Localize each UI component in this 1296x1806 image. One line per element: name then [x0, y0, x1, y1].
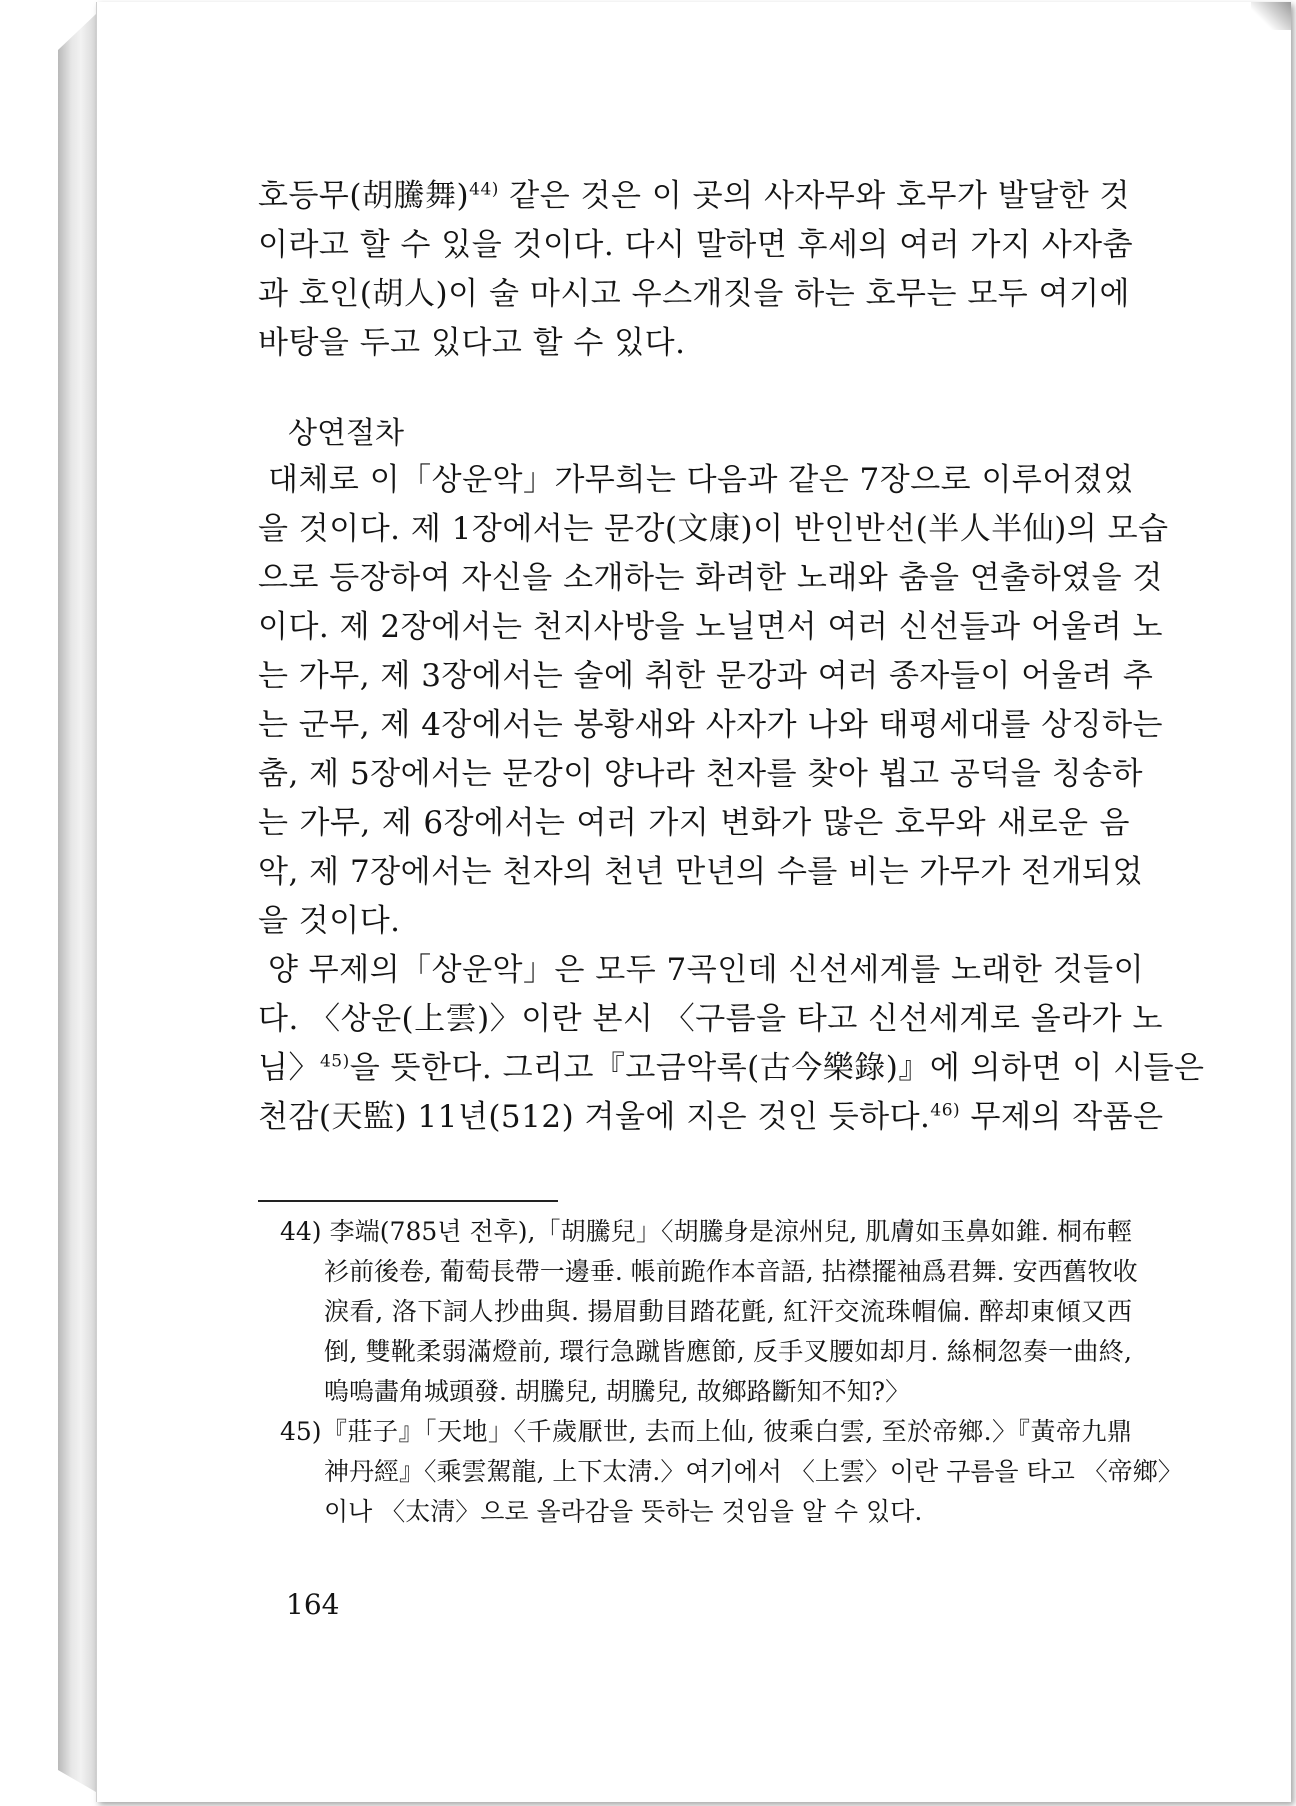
text-line [258, 1093, 1164, 1142]
footnote-ref-44[interactable]: 44) [469, 179, 499, 200]
text-segment: 호등무(胡騰舞) [258, 178, 470, 214]
text-line: 이라고 할 수 있을 것이다. 다시 말하면 후세의 여러 가지 사자춤 [258, 227, 1134, 263]
paragraph-2 [258, 456, 1169, 946]
paragraph-1 [258, 172, 1134, 368]
text-line: 양 무제의「상운악」은 모두 7곡인데 신선세계를 노래한 것들이 [268, 952, 1145, 988]
text-segment: 무제의 작품은 [960, 1099, 1164, 1135]
footnote-44 [280, 1212, 1138, 1412]
text-line: 이다. 제 2장에서는 천지사방을 노닐면서 여러 신선들과 어울려 노 [258, 609, 1164, 645]
footnote-ref-45[interactable]: 45) [319, 1051, 350, 1072]
text-line [258, 172, 1130, 221]
text-line: 악, 제 7장에서는 천자의 천년 만년의 수를 비는 가무가 전개되었 [258, 854, 1143, 890]
book-spine [58, 14, 96, 1792]
text-line: 는 군무, 제 4장에서는 봉황새와 사자가 나와 태평세대를 상징하는 [258, 707, 1164, 743]
text-line: 다. 〈상운(上雲)〉이란 본시 〈구름을 타고 신선세계로 올라가 노 [258, 1001, 1163, 1037]
text-segment: 을 뜻한다. 그리고『고금악록(古今樂錄)』에 의하면 이 시들은 [349, 1050, 1205, 1086]
footnote-line: 44) 李端(785년 전후),「胡騰兒」〈胡騰身是涼州兒, 肌膚如玉鼻如錐. 桐布輕 [280, 1217, 1132, 1246]
text-line [258, 1044, 1205, 1093]
footnote-divider [258, 1200, 558, 1202]
text-line: 과 호인(胡人)이 술 마시고 우스개짓을 하는 호무는 모두 여기에 [258, 276, 1130, 312]
footnote-45 [280, 1412, 1183, 1532]
page-body [258, 172, 1205, 1142]
text-segment: 같은 것은 이 곳의 사자무와 호무가 발달한 것 [498, 178, 1130, 214]
paragraph-3 [258, 946, 1205, 1142]
footnote-line: 淚看, 洛下詞人抄曲與. 揚眉動目踏花氈, 紅汗交流珠帽偏. 醉却東傾又西 [324, 1297, 1132, 1326]
footnote-ref-46[interactable]: 46) [930, 1100, 961, 1121]
text-line: 바탕을 두고 있다고 할 수 있다. [258, 325, 686, 361]
footnotes [280, 1212, 1183, 1532]
text-line: 으로 등장하여 자신을 소개하는 화려한 노래와 춤을 연출하였을 것 [258, 560, 1163, 596]
footnote-line: 神丹經』〈乘雲駕龍, 上下太淸.〉여기에서 〈上雲〉이란 구름을 타고 〈帝鄉〉 [324, 1457, 1183, 1486]
text-line: 춤, 제 5장에서는 문강이 양나라 천자를 찾아 뵙고 공덕을 칭송하 [258, 756, 1143, 792]
text-line: 을 것이다. 제 1장에서는 문강(文康)이 반인반선(半人半仙)의 모습 [258, 511, 1169, 547]
text-segment: 천감(天監) 11년(512) 겨울에 지은 것인 듯하다. [258, 1099, 931, 1135]
footnote-line: 衫前後卷, 葡萄長帶一邊垂. 帳前跪作本音語, 拈襟擺袖爲君舞. 安西舊牧收 [324, 1257, 1138, 1286]
page-number: 164 [286, 1588, 340, 1621]
footnote-line: 倒, 雙靴柔弱滿燈前, 環行急蹴皆應節, 反手叉腰如却月. 絲桐忽奏一曲終, [324, 1337, 1132, 1366]
text-line: 는 가무, 제 3장에서는 술에 취한 문강과 여러 종자들이 어울려 추 [258, 658, 1154, 694]
text-line: 대체로 이「상운악」가무희는 다음과 같은 7장으로 이루어졌었 [268, 462, 1134, 498]
footnote-line: 이나 〈太淸〉으로 올라감을 뜻하는 것임을 알 수 있다. [324, 1497, 923, 1526]
footnote-line: 45)『莊子』「天地」〈千歲厭世, 去而上仙, 彼乘白雲, 至於帝鄉.〉『黃帝九鼎 [280, 1417, 1132, 1446]
text-line: 는 가무, 제 6장에서는 여러 가지 변화가 많은 호무와 새로운 음 [258, 805, 1130, 841]
footnote-line: 嗚嗚畵角城頭發. 胡騰兒, 胡騰兒, 故鄉路斷知不知?〉 [324, 1377, 911, 1406]
section-heading: 상연절차 [288, 416, 404, 451]
page-corner-shadow [1251, 2, 1291, 30]
text-line: 을 것이다. [258, 903, 401, 939]
text-segment: 님〉 [258, 1050, 320, 1086]
